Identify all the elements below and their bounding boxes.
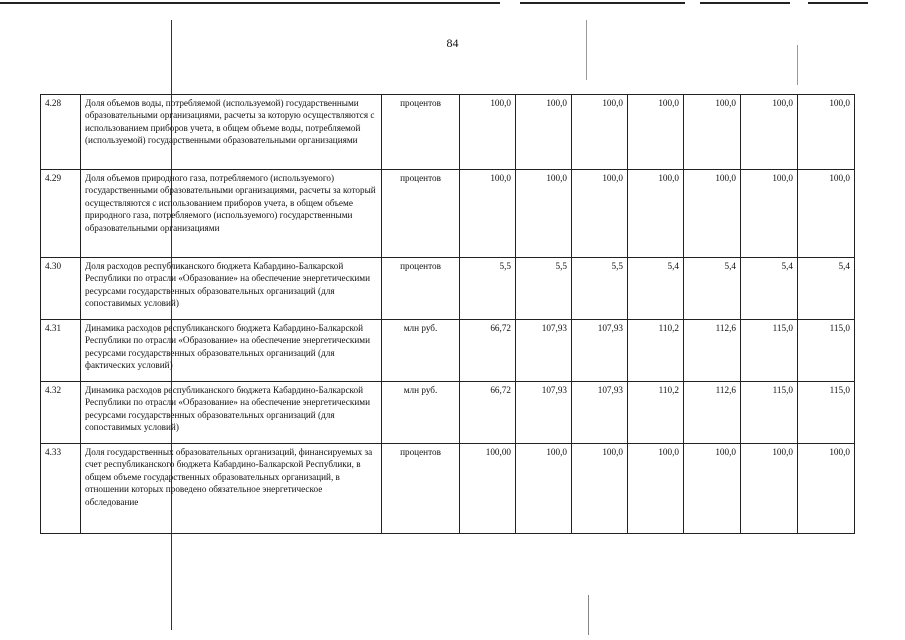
value-cell: 107,93 xyxy=(516,382,572,444)
indicator-description: Доля объемов воды, потребляемой (используемой) государственными образовательными организациями, расчеты за которую осуществляются с использованием приборов учета, в общем объеме воды, потребляемой (используемой) государственными образовательными организациями xyxy=(81,95,382,170)
page-number: 84 xyxy=(446,36,459,50)
value-cell: 5,4 xyxy=(741,258,798,320)
indicator-description: Динамика расходов республиканского бюджета Кабардино-Балкарской Республики по отрасли «Образование» на обеспечение энергетическими ресурсами государственных образовательных организаций (для сопоставимых условий) xyxy=(81,382,382,444)
scan-line xyxy=(520,2,685,4)
value-cell: 100,0 xyxy=(741,444,798,534)
value-cell: 115,0 xyxy=(741,320,798,382)
value-cell: 107,93 xyxy=(572,382,628,444)
value-cell: 115,0 xyxy=(798,320,855,382)
value-cell: 100,0 xyxy=(516,95,572,170)
unit-cell: процентов xyxy=(382,444,460,534)
value-cell: 100,0 xyxy=(741,170,798,258)
row-number: 4.33 xyxy=(41,444,81,534)
value-cell: 107,93 xyxy=(516,320,572,382)
table-row xyxy=(41,444,855,534)
value-cell: 100,0 xyxy=(572,444,628,534)
value-cell: 5,4 xyxy=(628,258,684,320)
value-cell: 5,5 xyxy=(460,258,516,320)
table-row xyxy=(41,170,855,258)
value-cell: 100,0 xyxy=(572,170,628,258)
value-cell: 100,0 xyxy=(741,95,798,170)
row-number: 4.30 xyxy=(41,258,81,320)
value-cell: 107,93 xyxy=(572,320,628,382)
table-row xyxy=(41,320,855,382)
row-number: 4.32 xyxy=(41,382,81,444)
indicator-description: Доля объемов природного газа, потребляемого (используемого) государственными образовательными организациями, расчеты за который осуществляются с использованием приборов учета, в общем объеме природного газа, потребляемого (используемого) государственными образовательными организациями xyxy=(81,170,382,258)
scan-line xyxy=(0,2,500,4)
value-cell: 100,0 xyxy=(684,444,741,534)
table-row xyxy=(41,382,855,444)
scan-line xyxy=(808,2,868,4)
value-cell: 100,0 xyxy=(460,95,516,170)
value-cell: 5,4 xyxy=(798,258,855,320)
row-number: 4.28 xyxy=(41,95,81,170)
value-cell: 100,0 xyxy=(798,170,855,258)
value-cell: 112,6 xyxy=(684,382,741,444)
value-cell: 100,0 xyxy=(684,170,741,258)
value-cell: 110,2 xyxy=(628,382,684,444)
scan-line xyxy=(588,595,589,635)
indicator-description: Доля государственных образовательных организаций, финансируемых за счет республиканского бюджета Кабардино-Балкарской Республики, в общем объеме государственных образовательных организаций, в отношении которых проведено обязательное энергетическое обследование xyxy=(81,444,382,534)
value-cell: 100,00 xyxy=(460,444,516,534)
value-cell: 110,2 xyxy=(628,320,684,382)
unit-cell: млн руб. xyxy=(382,382,460,444)
value-cell: 115,0 xyxy=(741,382,798,444)
value-cell: 100,0 xyxy=(684,95,741,170)
value-cell: 100,0 xyxy=(798,95,855,170)
scan-line xyxy=(700,2,790,4)
value-cell: 5,5 xyxy=(516,258,572,320)
value-cell: 100,0 xyxy=(516,170,572,258)
value-cell: 115,0 xyxy=(798,382,855,444)
unit-cell: млн руб. xyxy=(382,320,460,382)
unit-cell: процентов xyxy=(382,170,460,258)
value-cell: 66,72 xyxy=(460,382,516,444)
indicator-description: Динамика расходов республиканского бюджета Кабардино-Балкарской Республики по отрасли «Образование» на обеспечение энергетическими ресурсами государственных образовательных организаций (для фактических условий) xyxy=(81,320,382,382)
value-cell: 66,72 xyxy=(460,320,516,382)
value-cell: 5,5 xyxy=(572,258,628,320)
row-number: 4.29 xyxy=(41,170,81,258)
value-cell: 100,0 xyxy=(628,444,684,534)
unit-cell: процентов xyxy=(382,95,460,170)
indicator-description: Доля расходов республиканского бюджета Кабардино-Балкарской Республики по отрасли «Образование» на обеспечение энергетическими ресурсами государственных образовательных организаций (для сопоставимых условий) xyxy=(81,258,382,320)
value-cell: 100,0 xyxy=(798,444,855,534)
table-row xyxy=(41,258,855,320)
unit-cell: процентов xyxy=(382,258,460,320)
scan-line xyxy=(797,45,798,85)
value-cell: 100,0 xyxy=(572,95,628,170)
value-cell: 100,0 xyxy=(516,444,572,534)
table-row xyxy=(41,95,855,170)
value-cell: 100,0 xyxy=(628,170,684,258)
value-cell: 112,6 xyxy=(684,320,741,382)
value-cell: 100,0 xyxy=(460,170,516,258)
indicators-table xyxy=(40,94,855,534)
row-number: 4.31 xyxy=(41,320,81,382)
value-cell: 100,0 xyxy=(628,95,684,170)
value-cell: 5,4 xyxy=(684,258,741,320)
